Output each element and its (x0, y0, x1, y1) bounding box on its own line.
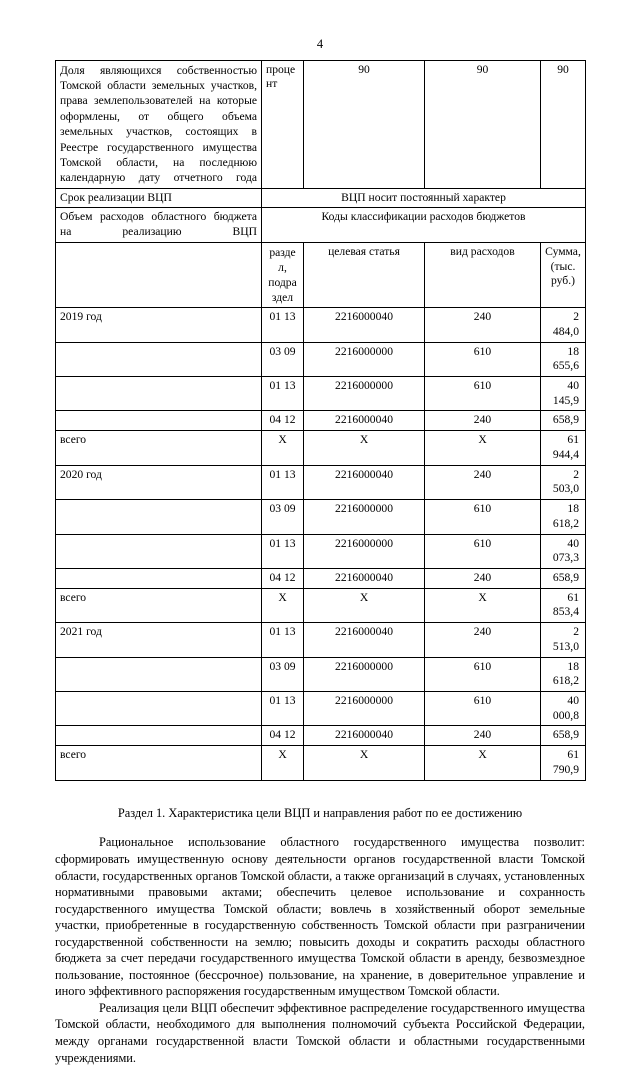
budget-cell-target-article: 2216000040 (304, 726, 425, 746)
budget-cell-razdel: 01 13 (262, 377, 304, 411)
budget-cell-expense-kind: 240 (425, 623, 541, 657)
budget-cell-target-article: X (304, 588, 425, 622)
budget-cell-sum: 40 000,8 (541, 691, 586, 725)
budget-cell-sum: 658,9 (541, 568, 586, 588)
budget-header-target-article: целевая статья (304, 242, 425, 307)
budget-cell-year (56, 342, 262, 376)
budget-cell-razdel: 04 12 (262, 726, 304, 746)
budget-rows-body (56, 308, 586, 780)
budget-cell-sum: 40 073,3 (541, 534, 586, 568)
budget-cell-year (56, 568, 262, 588)
table-row (56, 342, 586, 376)
budget-cell-sum: 2 503,0 (541, 465, 586, 499)
budget-cell-razdel: X (262, 431, 304, 465)
budget-header-razdel: разде л, подра здел (262, 242, 304, 307)
budget-cell-year (56, 657, 262, 691)
budget-cell-year: 2019 год (56, 308, 262, 342)
paragraph-rational-use: Рациональное использование областного государственного имущества позволит: сформировать имущественную основу деятельности органов государственной власти Томской области, государственных органов Томской области, а также организаций в случаях, установленных нормативными правовыми актами; обеспечить целевое использование и сохранность государственного имущества Томской области; вовлечь в хозяйственный оборот земельные участки, приобретенные в государственную собственность Томской области при разграничении государственной собственности на землю; повысить доходы и сократить расходы областного бюджета за счет передачи государственного имущества Томской области в аренду, безвозмездное пользование, постоянное (бессрочное) пользование, на хранение, в доверительное управление и иного эффективного распоряжения государственным имуществом Томской области. (55, 835, 586, 999)
budget-cell-target-article: X (304, 746, 425, 780)
budget-cell-target-article: 2216000040 (304, 308, 425, 342)
table-row (56, 568, 586, 588)
indicator-value-2019: 90 (304, 60, 425, 188)
table-row-term (56, 188, 586, 208)
budget-cell-sum: 61 790,9 (541, 746, 586, 780)
budget-cell-target-article: 2216000040 (304, 411, 425, 431)
budget-cell-sum: 61 853,4 (541, 588, 586, 622)
table-row (56, 465, 586, 499)
budget-cell-target-article: 2216000000 (304, 657, 425, 691)
term-value: ВЦП носит постоянный характер (262, 188, 586, 208)
table-row (56, 623, 586, 657)
table-row (56, 691, 586, 725)
section-title: Раздел 1. Характеристика цели ВЦП и направления работ по ее достижению (117, 805, 523, 820)
budget-cell-target-article: 2216000000 (304, 691, 425, 725)
budget-cell-sum: 658,9 (541, 726, 586, 746)
budget-cell-year: всего (56, 431, 262, 465)
table-row (56, 500, 586, 534)
budget-cell-expense-kind: 610 (425, 342, 541, 376)
budget-cell-expense-kind: 240 (425, 411, 541, 431)
budget-cell-target-article: 2216000000 (304, 377, 425, 411)
budget-cell-expense-kind: 610 (425, 534, 541, 568)
table-row-budget-headers (56, 242, 586, 307)
table-row (56, 308, 586, 342)
budget-header-expense-kind: вид расходов (425, 242, 541, 307)
page-number: 4 (316, 37, 324, 51)
table-row-indicator (56, 60, 586, 188)
budget-cell-target-article: 2216000000 (304, 342, 425, 376)
table-row (56, 588, 586, 622)
budget-cell-year: 2021 год (56, 623, 262, 657)
budget-cell-razdel: 03 09 (262, 657, 304, 691)
budget-cell-razdel: 03 09 (262, 500, 304, 534)
budget-cell-sum: 658,9 (541, 411, 586, 431)
budget-cell-razdel: 01 13 (262, 465, 304, 499)
budget-cell-target-article: 2216000040 (304, 465, 425, 499)
budget-cell-expense-kind: 610 (425, 657, 541, 691)
table-row (56, 746, 586, 780)
budget-cell-sum: 61 944,4 (541, 431, 586, 465)
indicator-unit: проце нт (262, 60, 304, 188)
budget-cell-expense-kind: 240 (425, 726, 541, 746)
volume-label: Объем расходов областного бюджета на реализацию ВЦП (56, 208, 262, 242)
budget-cell-razdel: 01 13 (262, 691, 304, 725)
budget-cell-target-article: 2216000000 (304, 500, 425, 534)
table-row (56, 534, 586, 568)
budget-cell-year: всего (56, 588, 262, 622)
budget-cell-expense-kind: 610 (425, 691, 541, 725)
budget-cell-razdel: X (262, 746, 304, 780)
budget-cell-target-article: 2216000040 (304, 623, 425, 657)
vcp-parameters-table (55, 60, 586, 781)
budget-cell-year (56, 377, 262, 411)
budget-cell-sum: 2 484,0 (541, 308, 586, 342)
budget-cell-year (56, 691, 262, 725)
indicator-value-2021: 90 (541, 60, 586, 188)
budget-cell-year (56, 534, 262, 568)
budget-cell-expense-kind: 240 (425, 465, 541, 499)
budget-cell-sum: 18 618,2 (541, 500, 586, 534)
budget-cell-year (56, 726, 262, 746)
budget-cell-year: всего (56, 746, 262, 780)
paragraph-goal-realization: Реализация цели ВЦП обеспечит эффективное распределение государственного имущества Томской области, необходимого для выполнения полномочий субъекта Российской Федерации, между органами государственной власти Томской области и областными государственными учреждениями. (55, 1000, 585, 1065)
budget-cell-razdel: 04 12 (262, 568, 304, 588)
budget-header-empty (56, 242, 262, 307)
indicator-value-2020: 90 (425, 60, 541, 188)
budget-cell-year (56, 500, 262, 534)
table-row (56, 657, 586, 691)
budget-cell-expense-kind: X (425, 746, 541, 780)
table-row (56, 431, 586, 465)
volume-value: Коды классификации расходов бюджетов (262, 208, 586, 242)
budget-cell-razdel: X (262, 588, 304, 622)
term-label: Срок реализации ВЦП (56, 188, 262, 208)
budget-cell-razdel: 03 09 (262, 342, 304, 376)
budget-cell-expense-kind: 240 (425, 568, 541, 588)
indicator-description: Доля являющихся собственностью Томской области земельных участков, права землепользователей на которые оформлены, от общего объема земельных участков, состоящих в Реестре государственного имущества Томской области, на последнюю календарную дату отчетного года (56, 60, 262, 188)
budget-cell-target-article: 2216000000 (304, 534, 425, 568)
table-row (56, 411, 586, 431)
budget-header-sum: Сумма, (тыс. руб.) (541, 242, 586, 307)
budget-cell-razdel: 01 13 (262, 308, 304, 342)
budget-cell-razdel: 04 12 (262, 411, 304, 431)
budget-cell-sum: 18 655,6 (541, 342, 586, 376)
budget-cell-target-article: X (304, 431, 425, 465)
table-row (56, 726, 586, 746)
budget-cell-year: 2020 год (56, 465, 262, 499)
budget-cell-sum: 2 513,0 (541, 623, 586, 657)
budget-cell-razdel: 01 13 (262, 623, 304, 657)
budget-cell-razdel: 01 13 (262, 534, 304, 568)
budget-cell-expense-kind: 610 (425, 377, 541, 411)
budget-cell-target-article: 2216000040 (304, 568, 425, 588)
budget-cell-expense-kind: X (425, 588, 541, 622)
table-row-volume (56, 208, 586, 242)
budget-cell-sum: 18 618,2 (541, 657, 586, 691)
budget-cell-expense-kind: 240 (425, 308, 541, 342)
budget-cell-sum: 40 145,9 (541, 377, 586, 411)
budget-cell-expense-kind: 610 (425, 500, 541, 534)
table-row (56, 377, 586, 411)
budget-cell-year (56, 411, 262, 431)
budget-cell-expense-kind: X (425, 431, 541, 465)
